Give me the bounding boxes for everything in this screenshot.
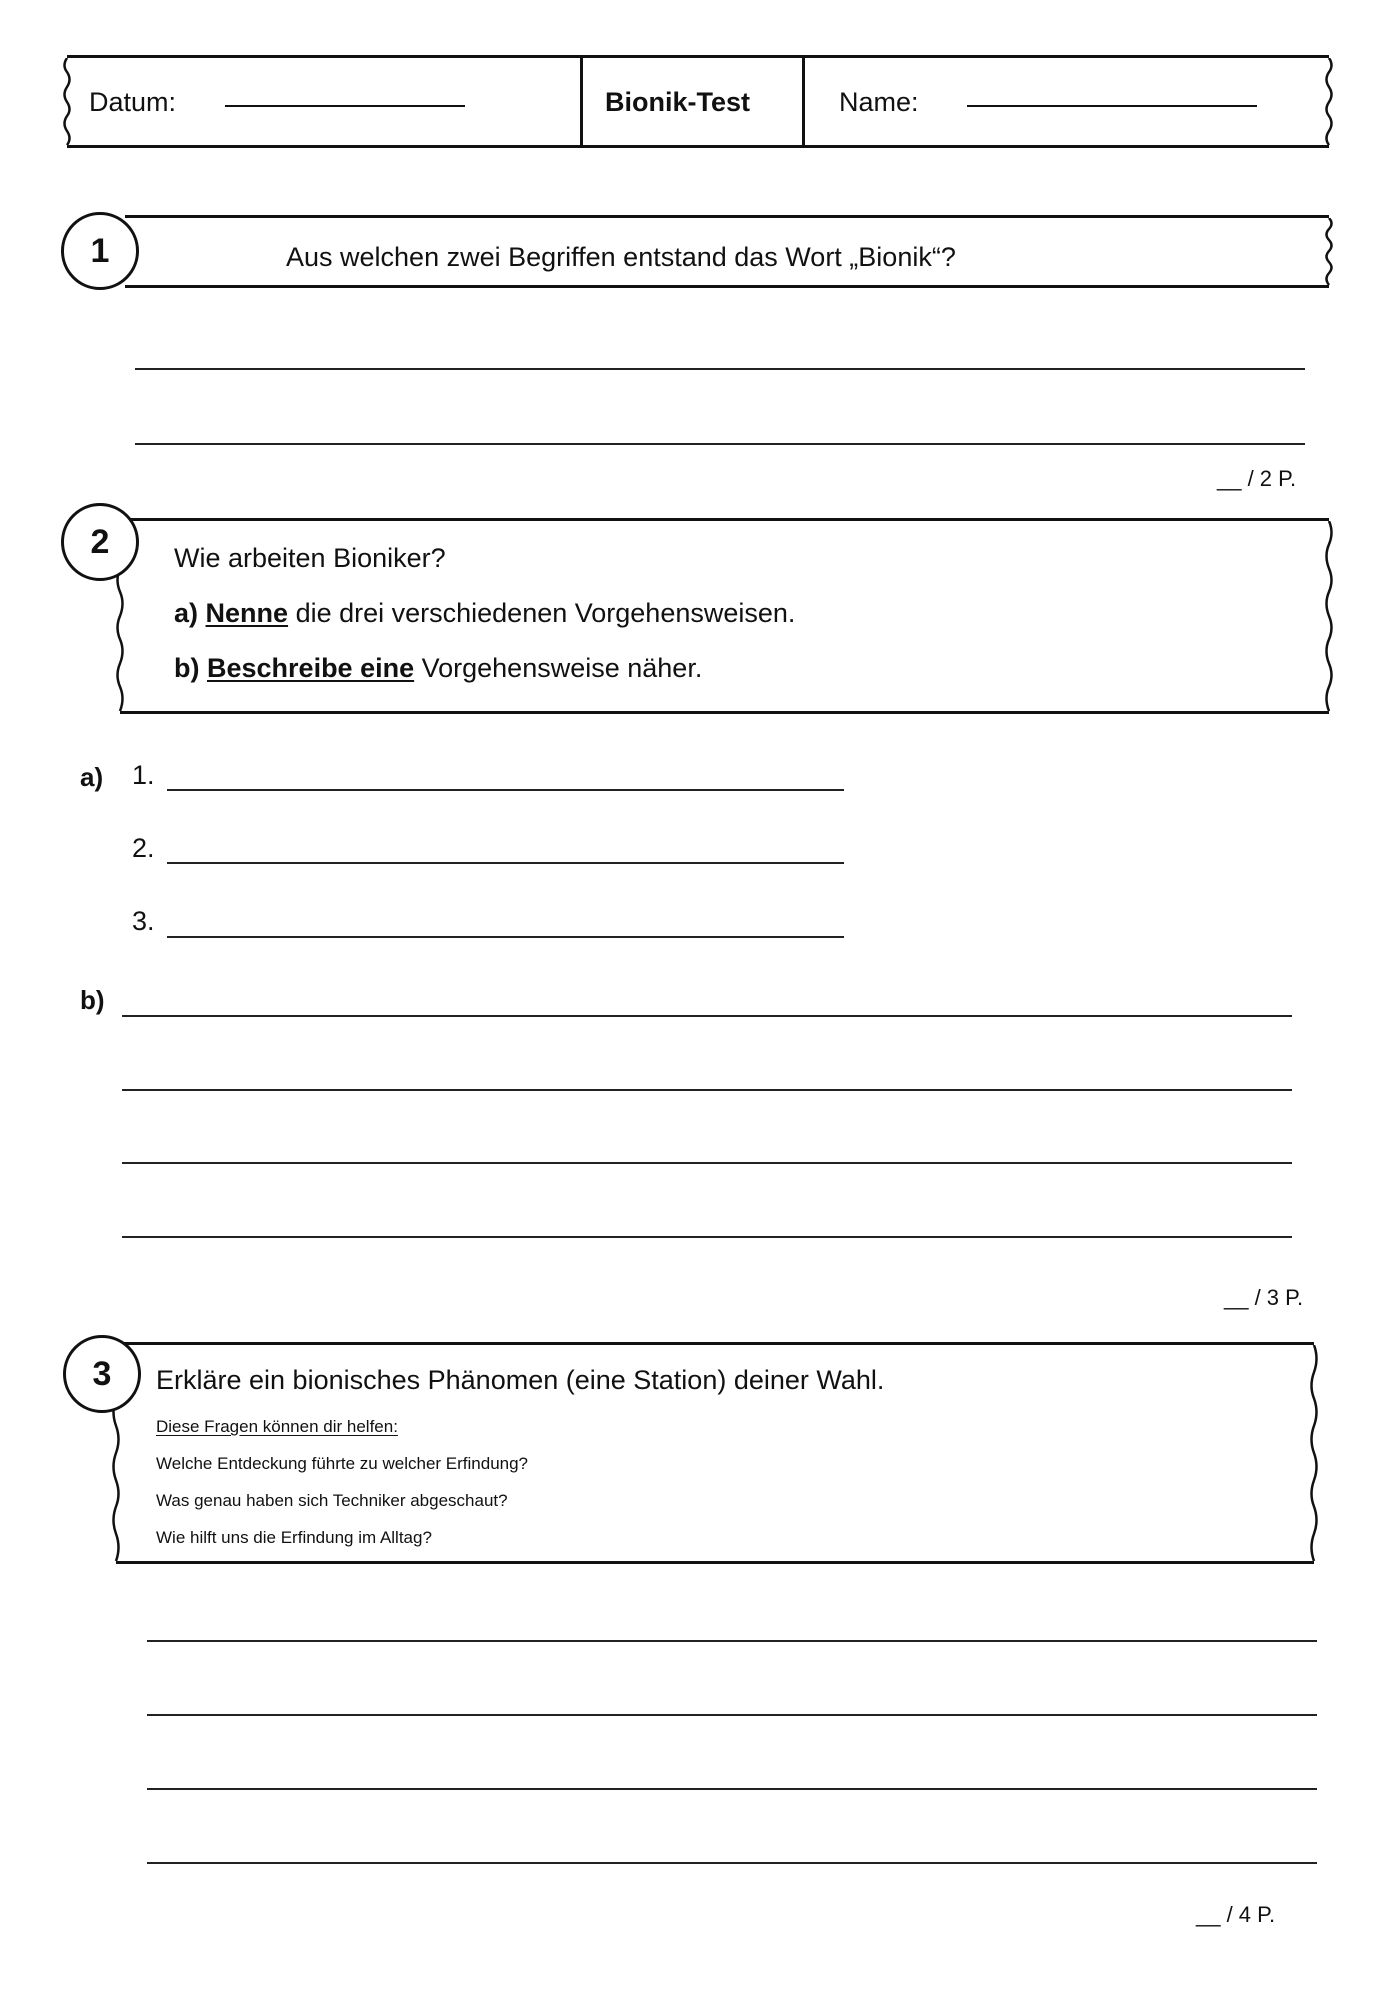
answer-line[interactable] <box>122 1089 1292 1091</box>
question-3-box <box>116 1342 1314 1564</box>
answer-line[interactable] <box>122 1015 1292 1017</box>
answer-line[interactable] <box>135 443 1305 445</box>
answer-line[interactable] <box>167 862 844 864</box>
question-1-text: Aus welchen zwei Begriffen entstand das Wort „Bionik“? <box>286 242 956 272</box>
answer-b-label: b) <box>80 985 105 1015</box>
question-3-text: Erkläre ein bionisches Phänomen (eine Station) deiner Wahl. <box>156 1365 885 1395</box>
header-box <box>67 55 1329 148</box>
task-b-text <box>174 653 702 684</box>
wavy-edge <box>60 58 74 145</box>
question-1-box <box>125 215 1329 288</box>
wavy-edge <box>1322 218 1336 285</box>
answer-line[interactable] <box>147 1640 1317 1642</box>
list-number: 3. <box>132 906 155 936</box>
task-b-verb: Beschreibe eine <box>207 653 415 683</box>
task-b-prefix: b) <box>174 653 200 683</box>
wavy-edge <box>1307 1345 1321 1561</box>
answer-line[interactable] <box>147 1862 1317 1864</box>
hint-item: Was genau haben sich Techniker abgeschaut? <box>156 1491 508 1510</box>
answer-line[interactable] <box>122 1162 1292 1164</box>
wavy-edge <box>1322 58 1336 145</box>
answer-line[interactable] <box>135 368 1305 370</box>
points-label: __ / 3 P. <box>1224 1285 1304 1310</box>
hint-title: Diese Fragen können dir helfen: <box>156 1417 398 1436</box>
date-label: Datum: <box>89 87 177 117</box>
answer-line[interactable] <box>122 1236 1292 1238</box>
task-a-text <box>174 598 795 629</box>
answer-a-label: a) <box>80 762 104 792</box>
answer-line[interactable] <box>147 1714 1317 1716</box>
name-label: Name: <box>839 87 919 117</box>
wavy-edge <box>1322 521 1336 711</box>
hint-item: Wie hilft uns die Erfindung im Alltag? <box>156 1528 432 1547</box>
list-number: 2. <box>132 833 155 863</box>
task-a-prefix: a) <box>174 598 199 628</box>
question-2-box <box>120 518 1329 714</box>
header-divider <box>802 55 805 148</box>
hint-item: Welche Entdeckung führte zu welcher Erfindung? <box>156 1454 529 1473</box>
header-divider <box>580 55 583 148</box>
task-b-rest: Vorgehensweise näher. <box>414 653 703 683</box>
name-input-line[interactable] <box>967 105 1257 107</box>
task-a-rest: die drei verschiedenen Vorgehensweisen. <box>288 598 796 628</box>
task-a-verb: Nenne <box>205 598 289 628</box>
list-number: 1. <box>132 760 155 790</box>
points-label: __ / 2 P. <box>1217 466 1297 491</box>
points-label: __ / 4 P. <box>1196 1902 1276 1927</box>
answer-line[interactable] <box>167 789 844 791</box>
question-number-badge: 2 <box>61 503 139 581</box>
answer-line[interactable] <box>147 1788 1317 1790</box>
question-number-badge: 3 <box>63 1335 141 1413</box>
answer-line[interactable] <box>167 936 844 938</box>
test-title: Bionik-Test <box>605 87 751 117</box>
date-input-line[interactable] <box>225 105 465 107</box>
question-2-text: Wie arbeiten Bioniker? <box>174 543 446 573</box>
question-number-badge: 1 <box>61 212 139 290</box>
